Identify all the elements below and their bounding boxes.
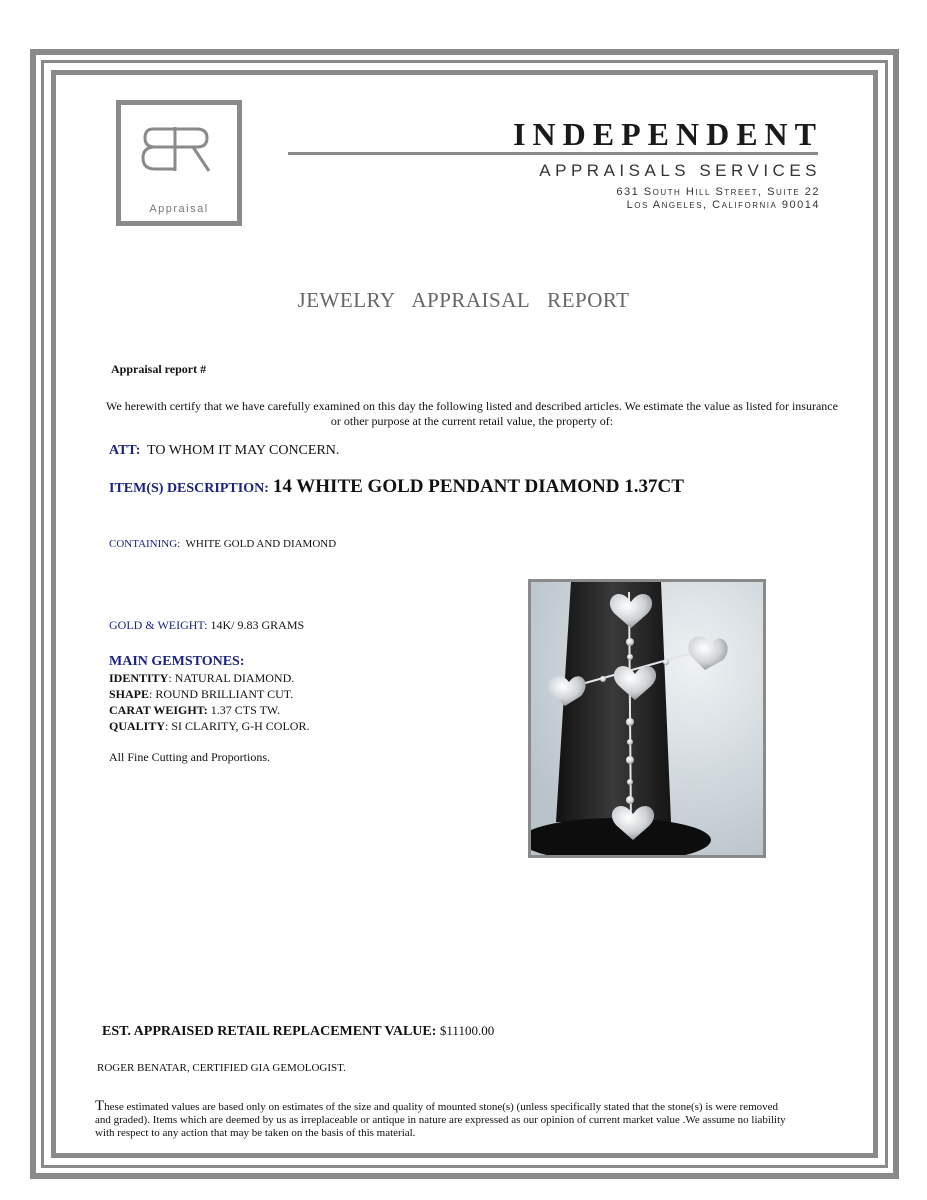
- quality-value: : SI CLARITY, G-H COLOR.: [165, 719, 310, 733]
- disclaimer-text: hese estimated values are based only on estimates of the size and quality of mounted stone(s) (unless specifically stated that the stone(s) is were removed and graded). Items which are deemed by us as irreplaceable or antique in nature are expressed as our opinion of current market value .We assume no liability with respect to any action that may be taken on the basis of this material.: [95, 1101, 786, 1139]
- report-title: JEWELRY APPRAISAL REPORT: [297, 288, 630, 312]
- logo-subtitle: Appraisal: [149, 203, 209, 215]
- main-gemstones: [109, 654, 309, 734]
- fine-cutting-note: All Fine Cutting and Proportions.: [109, 750, 271, 764]
- carat-weight-label: CARAT WEIGHT:: [109, 703, 208, 717]
- company-logo: [116, 100, 242, 226]
- shape-row: [109, 686, 309, 702]
- containing-line: [109, 538, 336, 550]
- main-gemstones-title: MAIN GEMSTONES:: [109, 654, 245, 669]
- item-description-label: ITEM(S) DESCRIPTION:: [109, 481, 269, 496]
- containing-value: WHITE GOLD AND DIAMOND: [185, 538, 337, 550]
- containing-label: CONTAINING:: [109, 538, 181, 550]
- gold-weight-value: 14K/ 9.83 GRAMS: [210, 618, 305, 632]
- appraised-value-amount: $11100.00: [439, 1023, 495, 1038]
- pendant-photo: [528, 579, 766, 858]
- pendant-photo-image: [531, 582, 763, 855]
- appraised-value-line: [102, 1023, 494, 1040]
- gemologist-signature-line: ROGER BENATAR, CERTIFIED GIA GEMOLOGIST.: [97, 1062, 346, 1074]
- item-description: [109, 476, 684, 498]
- identity-value: : NATURAL DIAMOND.: [168, 671, 295, 685]
- identity-label: IDENTITY: [109, 671, 169, 685]
- disclaimer-initial: T: [95, 1098, 105, 1114]
- shape-label: SHAPE: [109, 687, 150, 701]
- company-subtitle: APPRAISALS SERVICES: [539, 161, 821, 180]
- address-line-2: Los Angeles, California 90014: [626, 199, 820, 211]
- appraisal-report-number: Appraisal report #: [111, 362, 207, 376]
- company-name: INDEPENDENT: [513, 116, 823, 152]
- att-line: [109, 443, 339, 459]
- item-description-value: 14 WHITE GOLD PENDANT DIAMOND 1.37CT: [272, 476, 684, 497]
- gold-weight-label: GOLD & WEIGHT:: [109, 618, 208, 632]
- disclaimer: [95, 1100, 795, 1140]
- quality-row: [109, 718, 309, 734]
- att-value: TO WHOM IT MAY CONCERN.: [147, 443, 340, 458]
- quality-label: QUALITY: [109, 719, 166, 733]
- appraised-value-label: EST. APPRAISED RETAIL REPLACEMENT VALUE:: [102, 1024, 437, 1039]
- att-label: ATT:: [109, 443, 141, 458]
- identity-row: [109, 670, 309, 686]
- carat-weight-value: 1.37 CTS TW.: [207, 703, 281, 717]
- gold-weight-line: [109, 618, 304, 633]
- certification-text: We herewith certify that we have carefully examined on this day the following listed and described articles. We estimate the value as listed for insurance or other purpose at the current retail value, the property of:: [106, 399, 838, 428]
- address-line-1: 631 South Hill Street, Suite 22: [616, 186, 820, 198]
- carat-weight-row: [109, 702, 309, 718]
- header-rule: [288, 152, 818, 155]
- shape-value: : ROUND BRILLIANT CUT.: [149, 687, 294, 701]
- br-monogram-icon: [141, 121, 217, 191]
